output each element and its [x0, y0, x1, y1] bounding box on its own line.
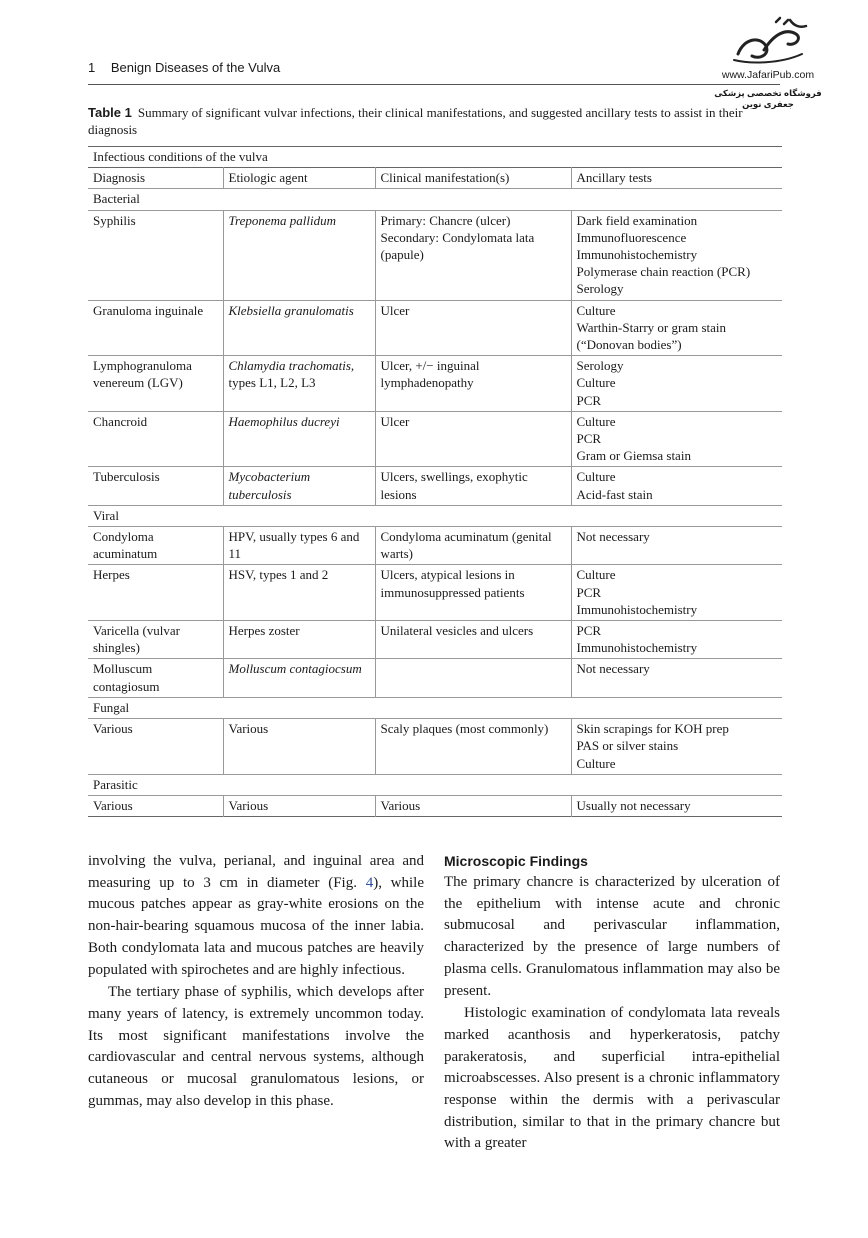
body-paragraph [88, 851, 424, 981]
tests-text: Culture [576, 413, 616, 429]
tests-cell [571, 795, 782, 816]
table-title-cell: Infectious conditions of the vulva [93, 149, 268, 164]
table-row [88, 527, 782, 565]
agent-cell [223, 527, 375, 565]
agent-cell [223, 210, 375, 300]
table-caption [88, 104, 782, 138]
table-row [88, 467, 782, 505]
diagnosis-text: Chancroid [93, 413, 148, 429]
manifestation-cell [375, 467, 571, 505]
tests-cell [571, 527, 782, 565]
manifestation-text: Secondary: Condylomata lata (papule) [380, 229, 535, 263]
manifestation-text: Ulcer [380, 302, 410, 318]
tests-text: PCR [576, 623, 602, 639]
tests-text: Culture [576, 567, 616, 583]
manifestation-text: Unilateral vesicles and ulcers [380, 623, 534, 639]
table-row [88, 719, 782, 775]
table-row [88, 659, 782, 697]
agent-text: Klebsiella granulomatis [228, 302, 354, 318]
agent-cell [223, 719, 375, 775]
manifestation-text: Ulcers, atypical lesions in immunosuppressed patients [380, 567, 525, 600]
manifestation-text: Primary: Chancre (ulcer) [380, 212, 511, 228]
diagnosis-cell [88, 659, 223, 697]
diagnosis-text: Syphilis [93, 212, 136, 228]
logo-tagline: فروشگاه تخصصی پزشکی جعفری نوین [714, 88, 822, 109]
agent-text: Treponema pallidum [228, 212, 336, 228]
agent-text: Various [228, 721, 269, 737]
tests-text: Skin scrapings for KOH prep [576, 721, 729, 737]
diagnosis-text: Various [93, 721, 133, 737]
agent-text: Chlamydia trachomatis, [228, 358, 355, 374]
column-header-tests: Ancillary tests [571, 168, 782, 189]
running-title: Benign Diseases of the Vulva [110, 60, 281, 75]
diagnosis-text: Molluscum contagiosum [93, 661, 160, 694]
body-paragraph: The tertiary phase of syphilis, which develops after many years of latency, is extremely uncommon today. Its most significant manifestations involve the cardiovascular and central nervous systems, although cutaneous or mucosal granulomatous lesions, or gummas, may also develop in this phase. [88, 984, 424, 1109]
diagnosis-text: Tuberculosis [93, 469, 160, 485]
tests-text: Immunohistochemistry [576, 247, 698, 263]
section-heading: Microscopic Findings [444, 853, 588, 869]
manifestation-cell [375, 659, 571, 697]
section-row [88, 697, 782, 718]
manifestation-cell [375, 527, 571, 565]
tests-cell [571, 210, 782, 300]
manifestation-text: Ulcer [380, 413, 410, 429]
infections-table [88, 146, 782, 817]
tests-cell [571, 411, 782, 467]
tests-cell [571, 719, 782, 775]
tests-text: Culture [576, 469, 616, 485]
tests-cell [571, 467, 782, 505]
agent-text: HPV, usually types 6 and 11 [228, 529, 360, 562]
diagnosis-cell [88, 356, 223, 412]
agent-cell [223, 411, 375, 467]
tests-text: Dark field examination [576, 212, 698, 228]
agent-text: Herpes zoster [228, 623, 300, 639]
agent-text: types L1, L2, L3 [228, 375, 316, 391]
agent-cell [223, 467, 375, 505]
figure-link[interactable]: 4 [365, 874, 374, 891]
tests-cell [571, 356, 782, 412]
section-label: Viral [93, 507, 119, 523]
manifestation-text: Condyloma acuminatum (genital warts) [380, 529, 552, 562]
tests-cell [571, 300, 782, 356]
tests-text: PCR [576, 584, 602, 600]
diagnosis-text: Condyloma acuminatum [93, 529, 158, 562]
agent-text: Haemophilus ducreyi [228, 413, 340, 429]
table-row [88, 621, 782, 659]
agent-cell [223, 621, 375, 659]
tests-cell [571, 621, 782, 659]
column-header-manifestation: Clinical manifestation(s) [375, 168, 571, 189]
tests-cell [571, 565, 782, 621]
agent-cell [223, 356, 375, 412]
manifestation-text: Ulcer, +/− inguinal lymphadenopathy [380, 358, 480, 391]
body-column-right [444, 851, 780, 1155]
agent-text: Molluscum contagiocsum [228, 661, 362, 677]
table-row [88, 565, 782, 621]
calligraphy-logo-icon [730, 14, 810, 68]
diagnosis-text: Herpes [93, 567, 130, 583]
tests-text: Serology [576, 281, 624, 297]
tests-text: Immunohistochemistry [576, 640, 698, 656]
body-column-left [88, 851, 424, 1112]
diagnosis-cell [88, 621, 223, 659]
header-rule [88, 84, 780, 85]
diagnosis-text: Various [93, 797, 133, 813]
diagnosis-cell [88, 210, 223, 300]
paragraph-text: involving the vulva, perianal, and inguinal area and measuring up to 3 cm in diameter (Fig. [88, 853, 424, 891]
tests-text: PCR [576, 431, 602, 447]
table-body [88, 147, 782, 817]
manifestation-cell [375, 300, 571, 356]
diagnosis-text: Lymphogranuloma venereum (LGV) [93, 358, 192, 391]
section-label: Parasitic [93, 776, 138, 792]
manifestation-cell [375, 356, 571, 412]
diagnosis-text: Varicella (vulvar shingles) [93, 623, 180, 656]
paragraph-text: ), while mucous patches appear as gray-white erosions on the non-hair-bearing squamous mucosa of the inner labia. Both condylomata lata and mucous patches are heavily populated with spirochetes and are highly infectious. [88, 874, 425, 978]
tests-text: Not necessary [576, 529, 650, 545]
section-row [88, 774, 782, 795]
section-row [88, 189, 782, 210]
agent-text: Mycobacterium tuberculosis [228, 469, 311, 502]
manifestation-cell [375, 719, 571, 775]
tests-text: Acid-fast stain [576, 486, 653, 502]
tests-text: Not necessary [576, 661, 650, 677]
tests-text: Serology [576, 358, 624, 374]
diagnosis-text: Granuloma inguinale [93, 302, 204, 318]
table-row [88, 795, 782, 816]
table-header-row [88, 168, 782, 189]
column-header-diagnosis: Diagnosis [93, 170, 145, 186]
agent-cell [223, 300, 375, 356]
tests-text: Immunofluorescence [576, 229, 687, 245]
diagnosis-cell [88, 565, 223, 621]
tests-text: Usually not necessary [576, 797, 691, 813]
publisher-logo [712, 14, 824, 109]
tests-text: Gram or Giemsa stain [576, 448, 691, 464]
tests-text: PAS or silver stains [576, 738, 679, 754]
section-label: Bacterial [93, 191, 140, 207]
diagnosis-cell [88, 411, 223, 467]
agent-text: Various [228, 797, 269, 813]
table-caption-label: Table 1 [88, 105, 132, 120]
table-row [88, 210, 782, 300]
table-row [88, 411, 782, 467]
body-paragraph: Histologic examination of condylomata lata reveals marked acanthosis and hyperkeratosis, patchy parakeratosis, and superficial intra-epithelial microabscesses. Also present is a chronic inflammatory response within the dermis with a perivascular distribution, similar to that in the primary chancre but with a greater [444, 1005, 780, 1152]
logo-url: www.JafariPub.com [721, 69, 815, 81]
agent-cell [223, 659, 375, 697]
page-number: 1 [88, 60, 96, 75]
body-paragraph: The primary chancre is characterized by ulceration of the epithelium with intense acute and chronic submucosal and perivascular inflammation, characterized by the presence of large numbers of plasma cells. Granulomatous inflammation may also be present. [444, 874, 780, 999]
manifestation-cell [375, 411, 571, 467]
tests-text: Culture [576, 755, 616, 771]
diagnosis-cell [88, 719, 223, 775]
manifestation-text: Ulcers, swellings, exophytic lesions [380, 469, 528, 502]
table-row [88, 356, 782, 412]
manifestation-cell [375, 565, 571, 621]
manifestation-text: Scaly plaques (most commonly) [380, 721, 549, 737]
section-row [88, 505, 782, 526]
diagnosis-cell [88, 467, 223, 505]
agent-cell [223, 795, 375, 816]
agent-cell [223, 565, 375, 621]
table-caption-text: Summary of significant vulvar infections, their clinical manifestations, and suggested ancillary tests to assist in their diagnosis [88, 105, 743, 137]
diagnosis-cell [88, 795, 223, 816]
tests-text: Warthin-Starry or gram stain (“Donovan bodies”) [576, 319, 726, 353]
manifestation-cell [375, 621, 571, 659]
tests-text: Culture [576, 375, 616, 391]
tests-text: Immunohistochemistry [576, 601, 698, 617]
manifestation-cell [375, 795, 571, 816]
table-title-row [88, 147, 782, 168]
manifestation-text: Various [380, 797, 421, 813]
agent-text: HSV, types 1 and 2 [228, 567, 329, 583]
table-row [88, 300, 782, 356]
running-head [88, 60, 280, 75]
tests-text: PCR [576, 392, 602, 408]
diagnosis-cell [88, 300, 223, 356]
tests-cell [571, 659, 782, 697]
diagnosis-cell [88, 527, 223, 565]
section-label: Fungal [93, 699, 130, 715]
tests-text: Polymerase chain reaction (PCR) [576, 264, 751, 280]
tests-text: Culture [576, 302, 616, 318]
manifestation-cell [375, 210, 571, 300]
column-header-agent: Etiologic agent [223, 168, 375, 189]
